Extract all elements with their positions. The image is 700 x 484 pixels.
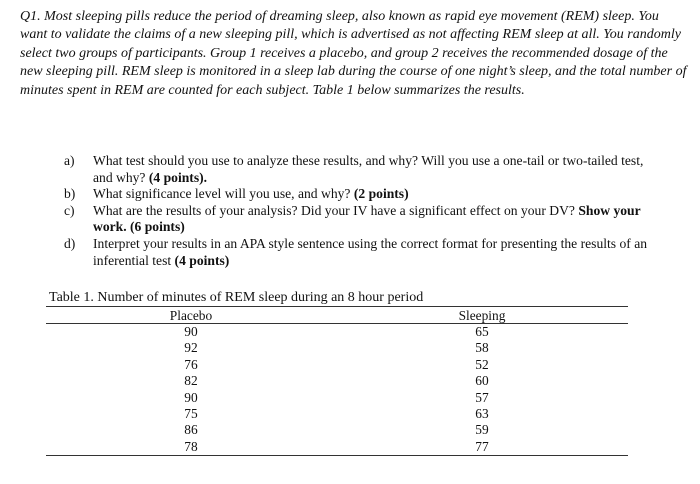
subquestion-text: Interpret your results in an APA style sentence using the correct format for presenting the results of an inferential test	[93, 235, 648, 268]
subquestion-list	[64, 153, 664, 269]
placebo-cell: 75	[184, 406, 198, 422]
subquestion-d	[64, 236, 664, 269]
column-header-placebo: Placebo	[46, 307, 336, 324]
subquestion-marker: c)	[64, 202, 75, 218]
question-number: Q1.	[20, 9, 41, 24]
placebo-cell: 90	[184, 324, 198, 339]
sleeping-cell: 58	[475, 340, 489, 356]
subquestion-marker: b)	[64, 186, 76, 202]
sleeping-cell: 63	[475, 406, 489, 422]
table-row	[46, 357, 628, 373]
rem-sleep-table	[46, 306, 628, 456]
subquestion-text: What are the results of your analysis? Did your IV have a significant effect on your DV?	[93, 202, 575, 218]
subquestion-marker: a)	[64, 153, 75, 168]
subquestion-marker: d)	[64, 235, 76, 251]
sleeping-cell: 57	[475, 389, 489, 405]
placebo-cell: 90	[184, 389, 198, 405]
question-intro	[20, 8, 688, 100]
sleeping-cell: 65	[475, 324, 489, 339]
column-header-sleeping: Sleeping	[336, 307, 628, 324]
subquestion-points: (4 points).	[148, 169, 208, 185]
table-row	[46, 439, 628, 456]
subquestion-text: What significance level will you use, and why?	[93, 186, 351, 202]
table-row	[46, 406, 628, 422]
table-header-row	[46, 307, 628, 324]
sleeping-cell: 59	[475, 422, 489, 438]
placebo-cell: 78	[46, 439, 336, 456]
subquestion-a	[64, 153, 664, 186]
subquestion-points: Show your work. (6 points)	[93, 202, 641, 235]
subquestion-text: What test should you use to analyze these results, and why? Will you use a one-tail or two-tailed test, and why?	[93, 153, 644, 185]
placebo-cell: 76	[184, 356, 198, 372]
sleeping-cell: 52	[475, 356, 489, 372]
question-intro-text: Most sleeping pills reduce the period of dreaming sleep, also known as rapid eye movement (REM) sleep. You want to validate the claims of a new sleeping pill, which is advertised as not affecting REM sleep at all. You randomly select two groups of participants. Group 1 receives a placebo, and group 2 receives the recommended dosage of the new sleeping pill. REM sleep is monitored in a sleep lab during the course of one night’s sleep, and the total number of minutes spent in REM are counted for each subject. Table 1 below summarizes the results.	[20, 9, 687, 98]
sleeping-cell: 60	[475, 373, 489, 389]
table-row	[46, 422, 628, 438]
subquestion-b	[64, 186, 664, 203]
subquestion-c	[64, 203, 664, 236]
sleeping-cell: 77	[336, 439, 628, 456]
table-row	[46, 324, 628, 341]
table-row	[46, 390, 628, 406]
subquestion-points: (4 points)	[174, 252, 230, 268]
placebo-cell: 86	[184, 422, 198, 438]
placebo-cell: 82	[184, 373, 198, 389]
table-row	[46, 340, 628, 356]
subquestion-points: (2 points)	[353, 186, 409, 202]
placebo-cell: 92	[184, 340, 198, 356]
table-row	[46, 373, 628, 389]
table-caption: Table 1. Number of minutes of REM sleep during an 8 hour period	[49, 290, 424, 305]
